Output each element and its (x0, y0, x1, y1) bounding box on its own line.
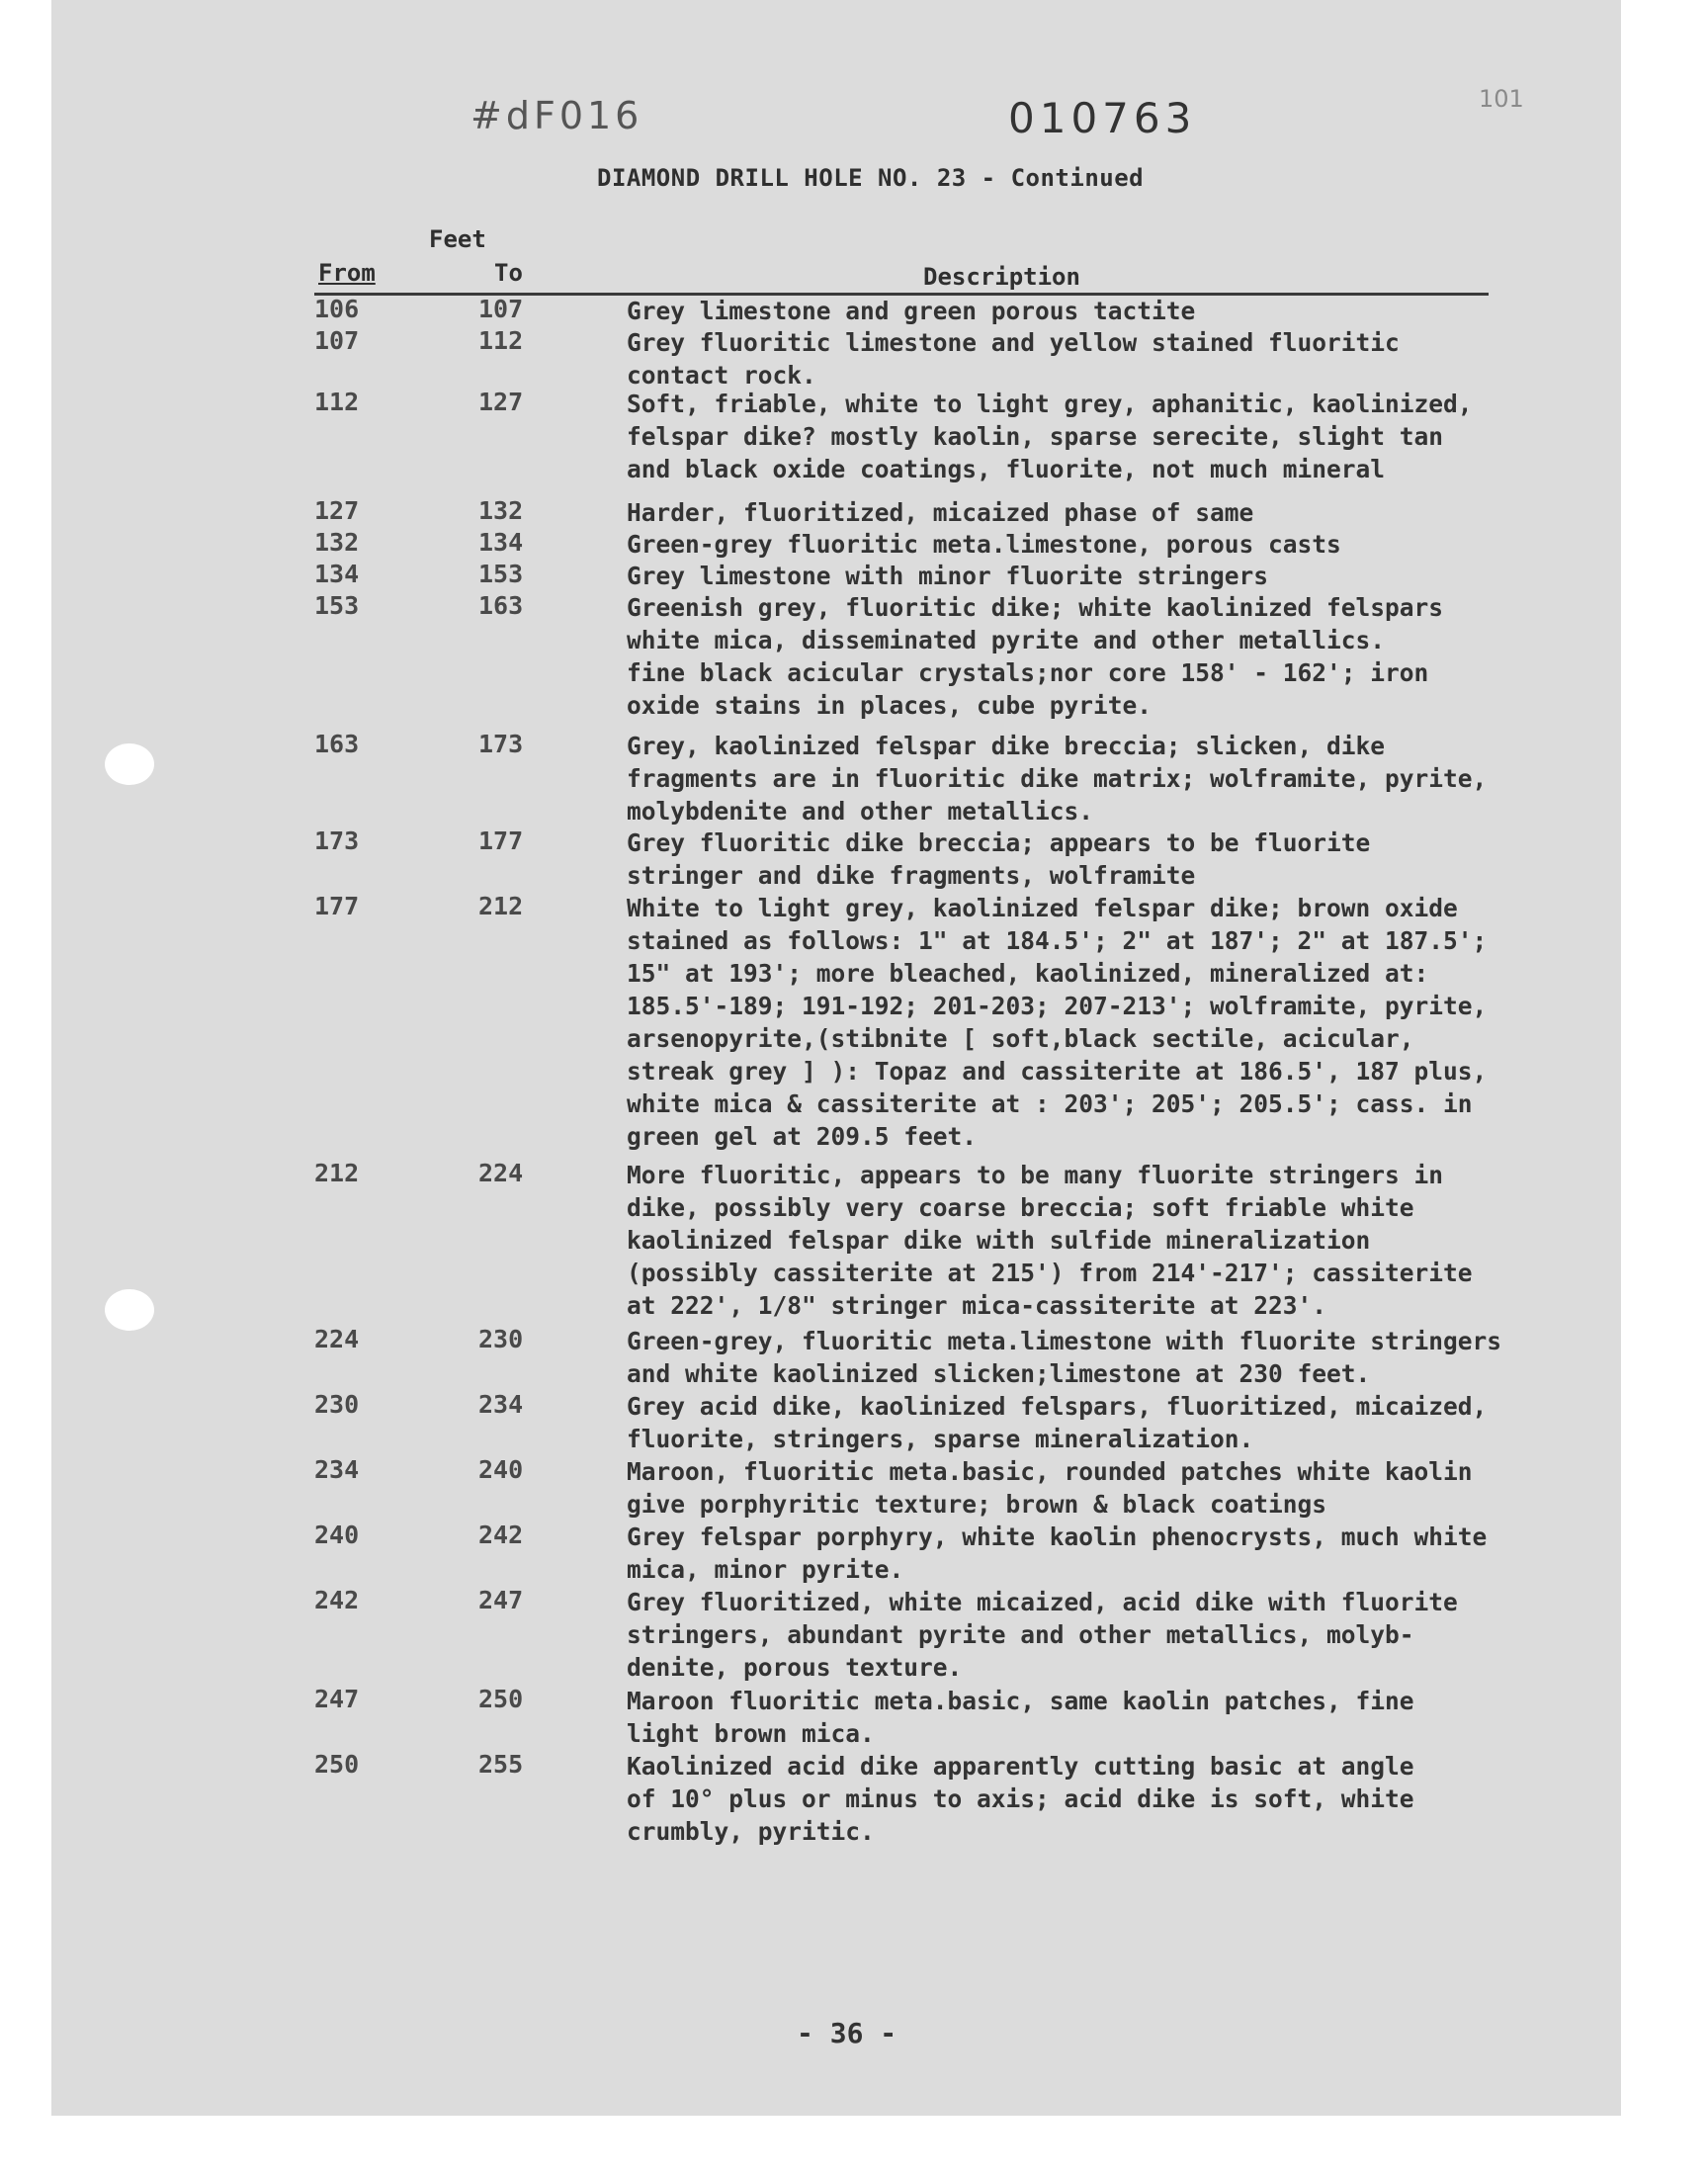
to-depth: 163 (478, 591, 524, 620)
description-line: Harder, fluoritized, micaized phase of same (627, 498, 1254, 527)
description (627, 1159, 1625, 1322)
description-line: streak grey ] ): Topaz and cassiterite at 186.5', 187 plus, (627, 1057, 1488, 1086)
corner-page-mark: 101 (1479, 85, 1524, 113)
description (627, 1750, 1625, 1848)
description-line: Grey limestone and green porous tactite (627, 297, 1196, 325)
description-line: molybdenite and other metallics. (627, 797, 1094, 826)
description (627, 560, 1625, 592)
description (627, 1586, 1625, 1684)
description-line: Grey fluoritized, white micaized, acid dike with fluorite (627, 1588, 1458, 1616)
description-line: fine black acicular crystals;nor core 158' - 162'; iron (627, 658, 1429, 687)
description-line: oxide stains in places, cube pyrite. (627, 691, 1153, 720)
description-line: Grey fluoritic limestone and yellow stained fluoritic (627, 328, 1400, 357)
to-depth: 224 (478, 1159, 524, 1187)
description (627, 1521, 1625, 1586)
description-line: dike, possibly very coarse breccia; soft friable white (627, 1193, 1414, 1222)
description-line: give porphyritic texture; brown & black coatings (627, 1490, 1327, 1519)
handwritten-code: #dF016 (470, 94, 643, 137)
to-depth: 153 (478, 560, 524, 588)
description-line: of 10° plus or minus to axis; acid dike is soft, white (627, 1784, 1414, 1813)
description-line: fragments are in fluoritic dike matrix; wolframite, pyrite, (627, 764, 1488, 793)
to-depth: 242 (478, 1521, 524, 1549)
description-line: 185.5'-189; 191-192; 201-203; 207-213'; wolframite, pyrite, (627, 992, 1488, 1020)
to-depth: 247 (478, 1586, 524, 1614)
description-line: Green-grey fluoritic meta.limestone, porous casts (627, 530, 1341, 559)
from-depth: 234 (314, 1455, 360, 1484)
description (627, 591, 1625, 722)
description-line: and white kaolinized slicken;limestone at 230 feet. (627, 1359, 1371, 1388)
description-line: 15" at 193'; more bleached, kaolinized, mineralized at: (627, 959, 1429, 988)
to-depth: 240 (478, 1455, 524, 1484)
from-depth: 242 (314, 1586, 360, 1614)
description (627, 826, 1625, 892)
from-depth: 250 (314, 1750, 360, 1779)
from-depth: 127 (314, 496, 360, 525)
to-depth: 173 (478, 730, 524, 758)
description (627, 1455, 1625, 1521)
description-line: stringers, abundant pyrite and other metallics, molyb- (627, 1620, 1414, 1649)
to-depth: 112 (478, 326, 524, 355)
to-depth: 255 (478, 1750, 524, 1779)
to-depth: 230 (478, 1325, 524, 1353)
page-title: DIAMOND DRILL HOLE NO. 23 - Continued (597, 164, 1145, 192)
description-line: contact rock. (627, 361, 816, 390)
description-line: Grey, kaolinized felspar dike breccia; slicken, dike (627, 732, 1386, 760)
description-line: Kaolinized acid dike apparently cutting basic at angle (627, 1752, 1414, 1781)
description (627, 1325, 1625, 1390)
to-depth: 132 (478, 496, 524, 525)
from-depth: 177 (314, 892, 360, 920)
description-line: Maroon, fluoritic meta.basic, rounded patches white kaolin (627, 1457, 1473, 1486)
description (627, 1685, 1625, 1750)
feet-column-label: Feet (429, 225, 486, 253)
from-depth: 230 (314, 1390, 360, 1419)
description-column-header: Description (923, 263, 1080, 291)
description (627, 295, 1625, 327)
description (627, 1390, 1625, 1455)
description-line: Grey fluoritic dike breccia; appears to be fluorite (627, 828, 1371, 857)
description-line: Grey acid dike, kaolinized felspars, fluoritized, micaized, (627, 1392, 1488, 1421)
from-depth: 132 (314, 528, 360, 557)
description-line: kaolinized felspar dike with sulfide mineralization (627, 1226, 1371, 1255)
to-column-header: To (494, 259, 523, 287)
to-depth: 212 (478, 892, 524, 920)
description-line: Maroon fluoritic meta.basic, same kaolin patches, fine (627, 1687, 1414, 1715)
description-line: at 222', 1/8" stringer mica-cassiterite at 223'. (627, 1291, 1327, 1320)
from-depth: 134 (314, 560, 360, 588)
description-line: and black oxide coatings, fluorite, not much mineral (627, 455, 1386, 483)
to-depth: 127 (478, 388, 524, 416)
description-line: White to light grey, kaolinized felspar dike; brown oxide (627, 894, 1458, 922)
description (627, 496, 1625, 529)
description-line: green gel at 209.5 feet. (627, 1122, 978, 1151)
from-depth: 240 (314, 1521, 360, 1549)
description (627, 528, 1625, 561)
description-line: white mica & cassiterite at : 203'; 205'; 205.5'; cass. in (627, 1089, 1473, 1118)
description-line: mica, minor pyrite. (627, 1555, 904, 1584)
description-line: white mica, disseminated pyrite and other metallics. (627, 626, 1386, 654)
description-line: stringer and dike fragments, wolframite (627, 861, 1196, 890)
description-line: denite, porous texture. (627, 1653, 963, 1682)
description-line: arsenopyrite,(stibnite [ soft,black sectile, acicular, (627, 1024, 1414, 1053)
from-depth: 247 (314, 1685, 360, 1713)
description (627, 388, 1625, 485)
description-line: Grey felspar porphyry, white kaolin phenocrysts, much white (627, 1522, 1488, 1551)
to-depth: 250 (478, 1685, 524, 1713)
description-line: stained as follows: 1" at 184.5'; 2" at 187'; 2" at 187.5'; (627, 926, 1488, 955)
description-line: fluorite, stringers, sparse mineralization. (627, 1425, 1254, 1453)
description-line: light brown mica. (627, 1719, 875, 1748)
description-line: Grey limestone with minor fluorite stringers (627, 562, 1269, 590)
from-depth: 107 (314, 326, 360, 355)
from-depth: 153 (314, 591, 360, 620)
description-line: More fluoritic, appears to be many fluorite stringers in (627, 1161, 1444, 1189)
description (627, 326, 1625, 392)
from-depth: 163 (314, 730, 360, 758)
description-line: (possibly cassiterite at 215') from 214'-217'; cassiterite (627, 1259, 1473, 1287)
from-depth: 112 (314, 388, 360, 416)
from-column-header: From (318, 259, 376, 287)
from-depth: 106 (314, 295, 360, 323)
description-line: Soft, friable, white to light grey, aphanitic, kaolinized, (627, 390, 1473, 418)
description (627, 892, 1625, 1153)
to-depth: 134 (478, 528, 524, 557)
to-depth: 107 (478, 295, 524, 323)
description-line: Green-grey, fluoritic meta.limestone with fluorite stringers (627, 1327, 1502, 1355)
document-number: 010763 (1008, 94, 1197, 142)
from-depth: 224 (314, 1325, 360, 1353)
from-depth: 212 (314, 1159, 360, 1187)
from-depth: 173 (314, 826, 360, 855)
to-depth: 234 (478, 1390, 524, 1419)
description (627, 730, 1625, 827)
to-depth: 177 (478, 826, 524, 855)
page-number: - 36 - (797, 2017, 897, 2049)
description-line: felspar dike? mostly kaolin, sparse serecite, slight tan (627, 422, 1444, 451)
description-line: crumbly, pyritic. (627, 1817, 875, 1846)
description-line: Greenish grey, fluoritic dike; white kaolinized felspars (627, 593, 1444, 622)
